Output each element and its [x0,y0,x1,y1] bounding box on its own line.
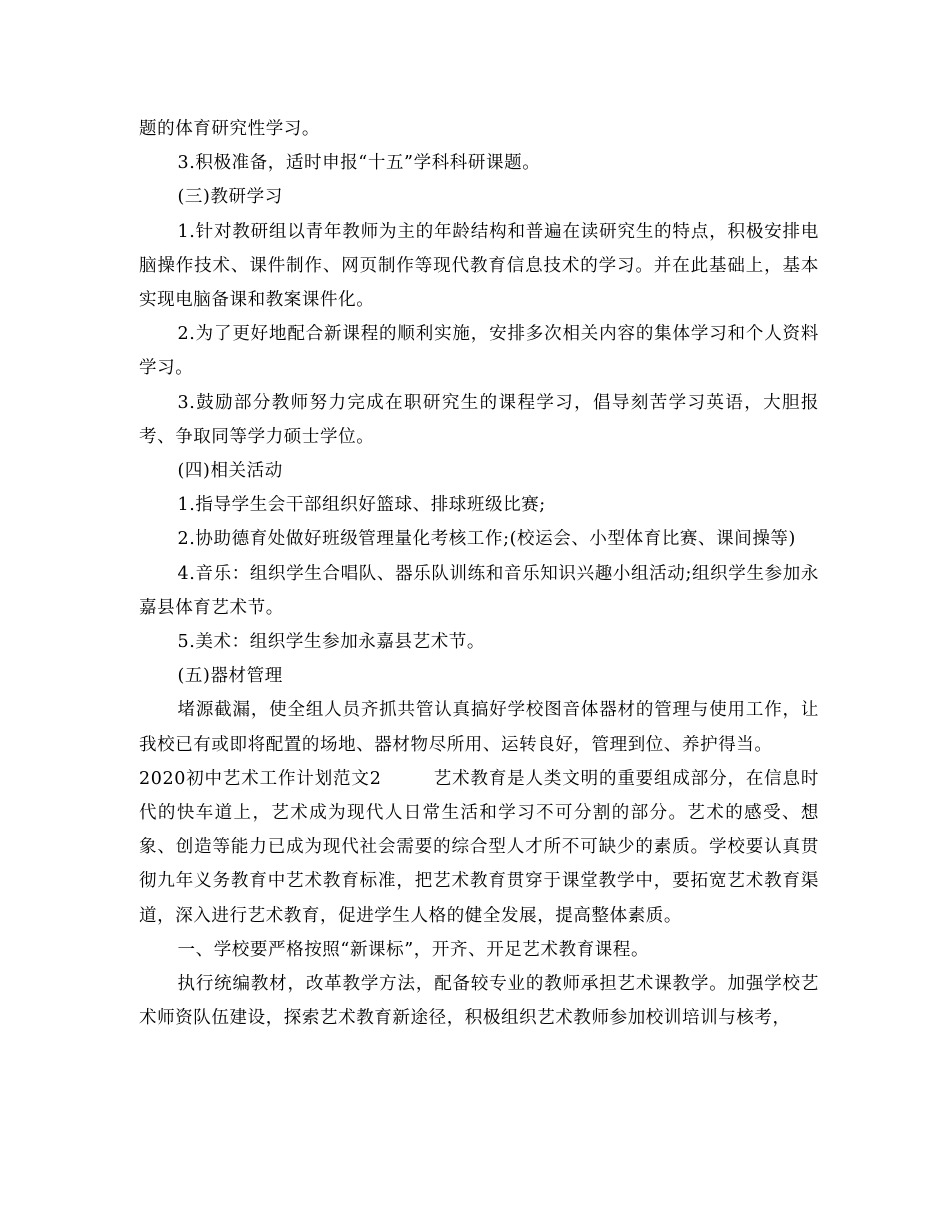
paragraph: 1.指导学生会干部组织好篮球、排球班级比赛; [177,495,546,516]
article-intro: 艺术教育是人类文明的重要组成部分，在信息时代的快车道上，艺术成为现代人日常生活和学习不可分割的部分。艺术的感受、想象、创造等能力已成为现代社会需要的综合型人才所不可缺少的素质。学校要认真贯彻九年义务教育中艺术教育标准，把艺术教育贯穿于课堂教学中，要拓宽艺术教育渠道，深入进行艺术教育，促进学生人格的健全发展，提高整体素质。 [139,768,819,926]
article-title: 2020初中艺术工作计划范文2 [139,768,382,789]
section-heading: (四)相关活动 [177,461,283,482]
paragraph: 4.音乐：组织学生合唱队、器乐队训练和音乐知识兴趣小组活动;组织学生参加永嘉县体育艺术节。 [139,563,819,618]
section-heading: (五)器材管理 [177,666,283,687]
paragraph: 3.积极准备，适时申报“十五”学科科研课题。 [177,153,541,174]
document-body [139,112,819,1035]
paragraph: 3.鼓励部分教师努力完成在职研究生的课程学习，倡导刻苦学习英语，大胆报考、争取同等学力硕士学位。 [139,392,819,447]
section-heading: (三)教研学习 [177,187,283,208]
section-heading: 一、学校要严格按照“新课标”，开齐、开足艺术教育课程。 [177,939,650,960]
paragraph: 堵源截漏，使全组人员齐抓共管认真搞好学校图音体器材的管理与使用工作，让我校已有或即将配置的场地、器材物尽所用、运转良好，管理到位、养护得当。 [139,700,819,755]
paragraph: 执行统编教材，改革教学方法，配备较专业的教师承担艺术课教学。加强学校艺术师资队伍建设，探索艺术教育新途径，积极组织艺术教师参加校训培训与核考， [139,974,819,1029]
paragraph: 2.为了更好地配合新课程的顺利实施，安排多次相关内容的集体学习和个人资料学习。 [139,324,819,379]
paragraph: 2.协助德育处做好班级管理量化考核工作;(校运会、小型体育比赛、课间操等) [177,529,796,550]
paragraph: 5.美术：组织学生参加永嘉县艺术节。 [177,632,485,653]
article-section [139,762,819,933]
paragraph: 题的体育研究性学习。 [139,119,320,139]
paragraph: 1.针对教研组以青年教师为主的年龄结构和普遍在读研究生的特点，积极安排电脑操作技术、课件制作、网页制作等现代教育信息技术的学习。并在此基础上，基本实现电脑备课和教案课件化。 [139,221,819,311]
